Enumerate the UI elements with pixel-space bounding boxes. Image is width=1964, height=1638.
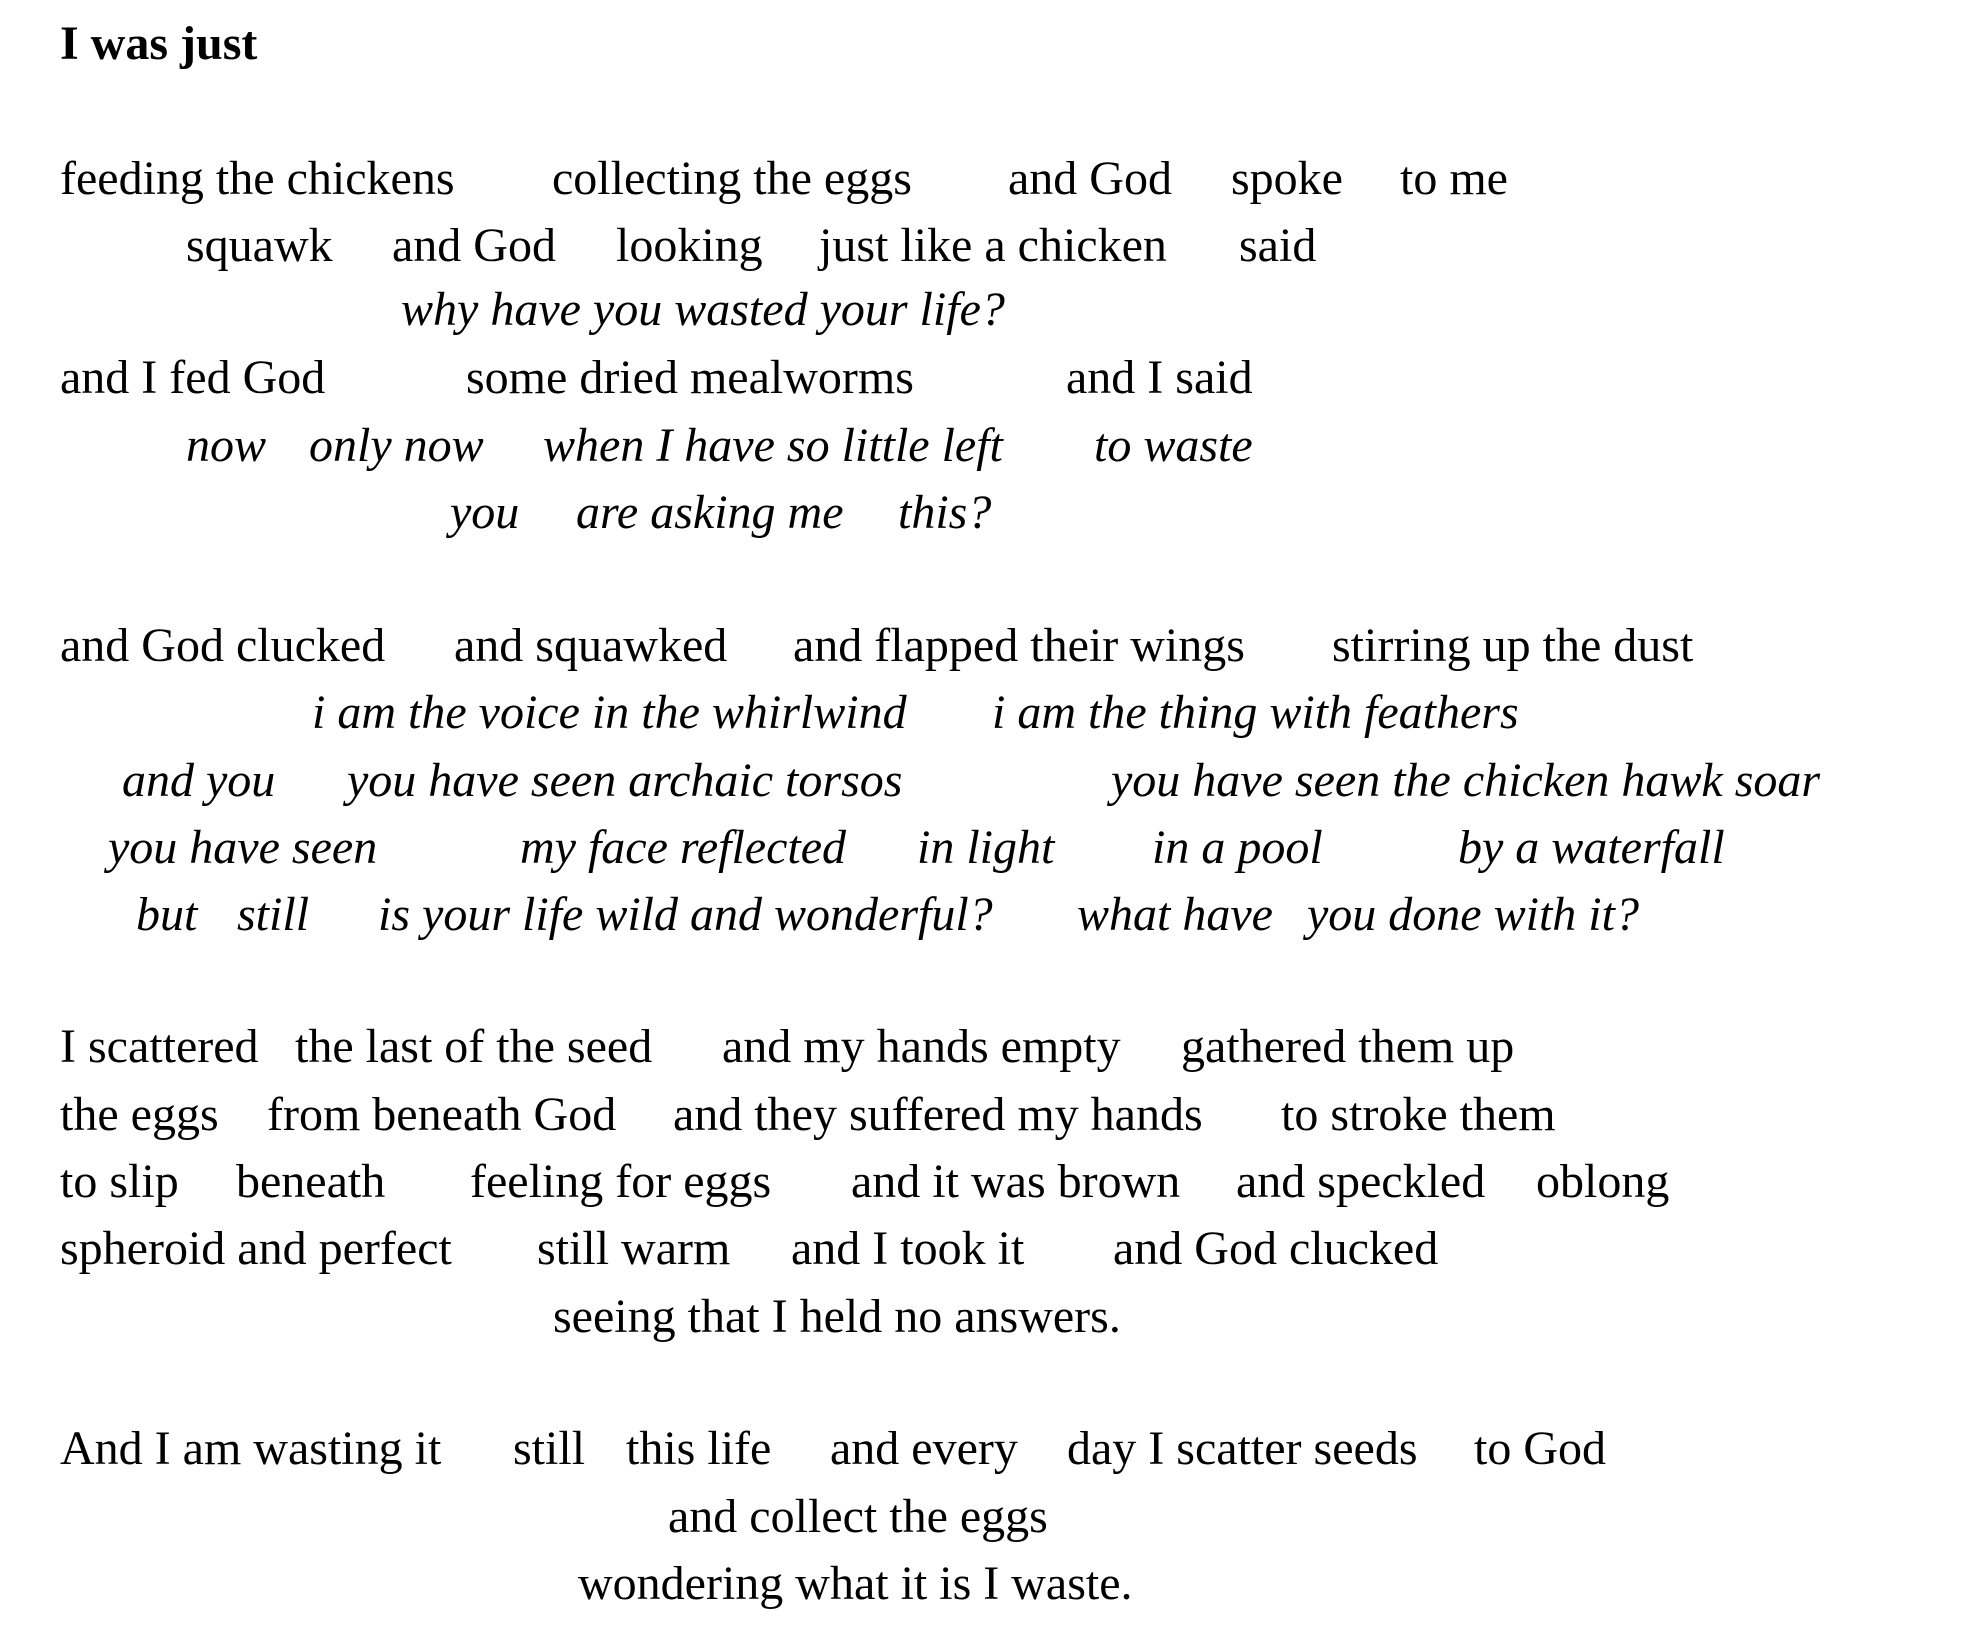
poem-fragment: feeding the chickens [60, 152, 455, 205]
poem-fragment-italic: is your life wild and wonderful? [378, 888, 993, 941]
poem-fragment: and God clucked [60, 619, 386, 672]
poem-fragment: day I scatter seeds [1067, 1422, 1418, 1475]
poem-fragment: and God clucked [1113, 1222, 1439, 1275]
poem-fragment: the last of the seed [295, 1020, 653, 1073]
poem-fragment-italic: are asking me [576, 486, 844, 539]
poem-fragment: And I am wasting it [60, 1422, 442, 1475]
poem-fragment: still [513, 1422, 586, 1475]
poem-fragment: to slip [60, 1155, 179, 1208]
poem-fragment: said [1239, 219, 1317, 272]
poem-fragment-italic: you [450, 486, 520, 539]
poem-fragment-italic: you have seen [108, 821, 378, 874]
poem-fragment: and every [830, 1422, 1018, 1475]
poem-fragment: beneath [236, 1155, 386, 1208]
poem-fragment: and collect the eggs [668, 1490, 1048, 1543]
poem-fragment: the eggs [60, 1088, 219, 1141]
poem-fragment: this life [626, 1422, 772, 1475]
poem-fragment-italic: you have seen archaic torsos [347, 754, 903, 807]
poem-fragment-italic: and you [122, 754, 276, 807]
poem-fragment-italic: this? [898, 486, 992, 539]
poem-fragment: some dried mealworms [466, 351, 914, 404]
poem-fragment: and God [1008, 152, 1172, 205]
poem-fragment: and God [392, 219, 556, 272]
poem-fragment: gathered them up [1181, 1020, 1515, 1073]
poem-fragment: spheroid and perfect [60, 1222, 452, 1275]
poem-fragment: and speckled [1236, 1155, 1486, 1208]
poem-fragment-italic: in light [917, 821, 1055, 874]
poem-fragment-italic: now [186, 419, 267, 472]
poem-fragment: squawk [186, 219, 333, 272]
poem-fragment-italic: my face reflected [520, 821, 847, 874]
poem-fragment: to me [1400, 152, 1508, 205]
poem-fragment: collecting the eggs [552, 152, 912, 205]
poem-fragment: from beneath God [267, 1088, 617, 1141]
poem-fragment: seeing that I held no answers. [553, 1290, 1121, 1343]
poem-fragment-italic: still [237, 888, 310, 941]
poem-fragment: and my hands empty [722, 1020, 1121, 1073]
poem-fragment-italic: but [136, 888, 198, 941]
poem-fragment: to stroke them [1281, 1088, 1556, 1141]
poem-fragment-italic: i am the thing with feathers [992, 686, 1519, 739]
poem-fragment: still warm [537, 1222, 731, 1275]
poem-fragment: stirring up the dust [1332, 619, 1694, 672]
poem-fragment-italic: why have you wasted your life? [401, 283, 1005, 336]
poem-fragment: to God [1474, 1422, 1606, 1475]
poem-fragment: feeling for eggs [470, 1155, 772, 1208]
poem-title: I was just [60, 17, 258, 70]
poem-fragment: just like a chicken [819, 219, 1167, 272]
poem-fragment: looking [616, 219, 763, 272]
poem-fragment-italic: when I have so little left [543, 419, 1003, 472]
poem-fragment: spoke [1231, 152, 1343, 205]
poem-fragment: I scattered [60, 1020, 259, 1073]
poem-fragment-italic: what have [1077, 888, 1273, 941]
poem-fragment-italic: in a pool [1152, 821, 1323, 874]
poem-fragment-italic: you done with it? [1307, 888, 1639, 941]
poem-fragment-italic: i am the voice in the whirlwind [312, 686, 907, 739]
poem-fragment: and I said [1066, 351, 1253, 404]
poem-fragment: and squawked [454, 619, 728, 672]
poem-fragment-italic: you have seen the chicken hawk soar [1111, 754, 1821, 807]
poem-fragment-italic: only now [309, 419, 484, 472]
poem-fragment: and flapped their wings [793, 619, 1245, 672]
poem-fragment: and I took it [791, 1222, 1025, 1275]
poem-fragment: and they suffered my hands [673, 1088, 1203, 1141]
poem-fragment-italic: to waste [1094, 419, 1253, 472]
poem-fragment: and I fed God [60, 351, 326, 404]
poem-fragment: and it was brown [851, 1155, 1181, 1208]
poem-fragment: oblong [1536, 1155, 1670, 1208]
poem-fragment-italic: by a waterfall [1458, 821, 1725, 874]
poem-fragment: wondering what it is I waste. [578, 1557, 1133, 1610]
